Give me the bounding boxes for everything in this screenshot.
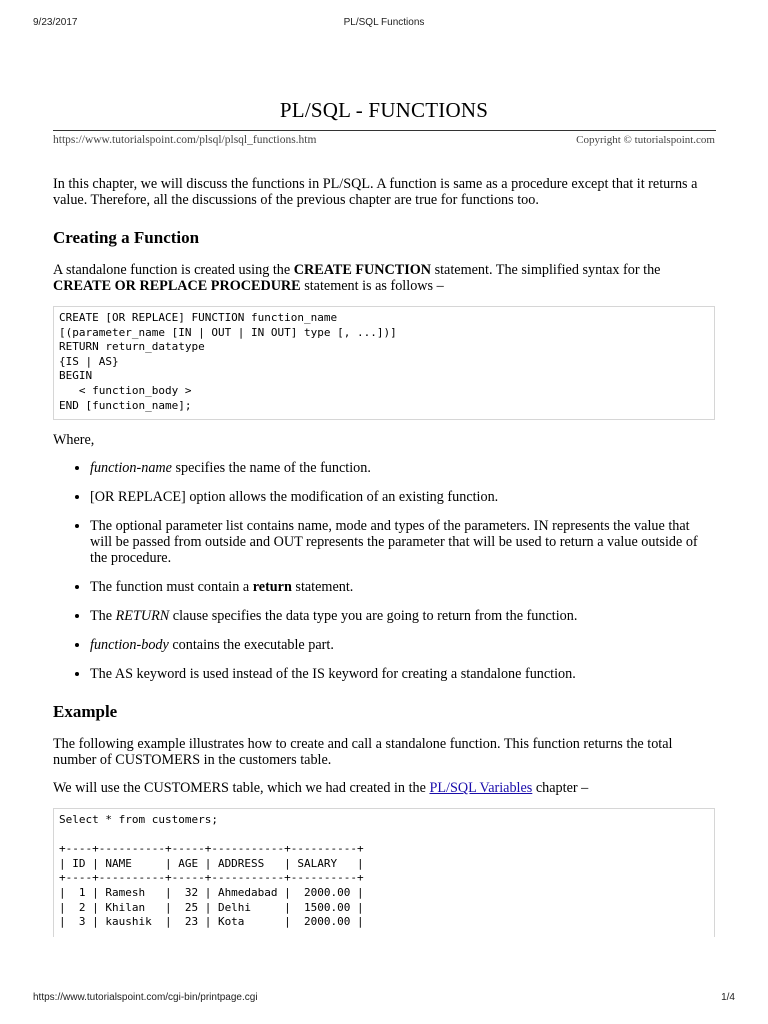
text: clause specifies the data type you are going to return from the function. [169,608,578,624]
bold-text: CREATE FUNCTION [293,262,432,278]
text: statement. [291,579,354,595]
italic-text: RETURN [115,608,170,624]
list-item [90,637,715,653]
text: The [90,608,116,624]
print-footer [33,992,735,1006]
text: statement. The simplified syntax for the [431,262,661,278]
list-item: • [OR REPLACE] option allows the modification of an existing function. [90,489,715,505]
text: contains the executable part. [168,637,334,653]
copyright: Copyright © tutorialspoint.com [576,134,715,146]
text: We will use the CUSTOMERS table, which we had created in the [53,780,430,796]
article-content [53,176,715,949]
italic-text: function-name [90,460,172,476]
text: The function must contain a [90,579,253,595]
italic-text: function-body [90,637,169,653]
list-item [90,579,715,595]
example-paragraph-1: The following example illustrates how to create and call a standalone function. This function returns the total number of CUSTOMERS in the customers table. [53,736,673,768]
text: A standalone function is created using the [53,262,294,278]
intro-paragraph: In this chapter, we will discuss the functions in PL/SQL. A function is same as a procedure except that it returns a value. Therefore, all the discussions of the previous chapter are true for functions too. [53,176,698,208]
heading-creating-function: Creating a Function [53,228,200,247]
page-number: 1/4 [721,992,735,1003]
list-item [90,608,715,624]
text: specifies the name of the function. [171,460,371,476]
bullet-list [53,460,715,682]
list-item: • The AS keyword is used instead of the IS keyword for creating a standalone function. [90,666,715,682]
syntax-code-block: CREATE [OR REPLACE] FUNCTION function_name [(parameter_name [IN | OUT | IN OUT] type [, ...])] RETURN return_datatype {IS | AS} BEGIN < function_body > END [function_name]; [53,306,715,420]
customers-code-block: Select * from customers; +----+----------+-----+-----------+----------+ | ID | NAME | AGE | ADDRESS | SALARY | +----+----------+-----+-----------+----------+ | 1 | Ramesh | 32 | Ahmedabad | 2000.00 | | 2 | Khilan | 25 | Delhi | 1500.00 | | 3 | kaushik | 23 | Kota | 2000.00 | [53,808,715,937]
example-paragraph-2 [53,780,715,796]
heading-example: Example [53,702,118,721]
bold-text: return [252,579,292,595]
footer-url: https://www.tutorialspoint.com/cgi-bin/printpage.cgi [33,992,258,1003]
page-title: PL/SQL - FUNCTIONS [279,98,489,122]
print-title: PL/SQL Functions [343,17,425,28]
text: statement is as follows – [300,278,444,294]
bold-text: CREATE OR REPLACE PROCEDURE [53,278,301,294]
where-paragraph: Where, [53,432,95,448]
print-header [33,17,735,31]
list-item: • The optional parameter list contains name, mode and types of the parameters. IN represents the value that will be passed from outside and OUT represents the parameter that will be used to return a value outside of the procedure. [90,518,715,566]
print-date: 9/23/2017 [33,17,78,28]
title-divider [53,130,716,131]
source-url: https://www.tutorialspoint.com/plsql/plsql_functions.htm [53,134,317,146]
list-item [90,460,715,476]
plsql-variables-link[interactable]: PL/SQL Variables [429,780,533,796]
creating-paragraph [53,262,715,294]
text: chapter – [532,780,589,796]
